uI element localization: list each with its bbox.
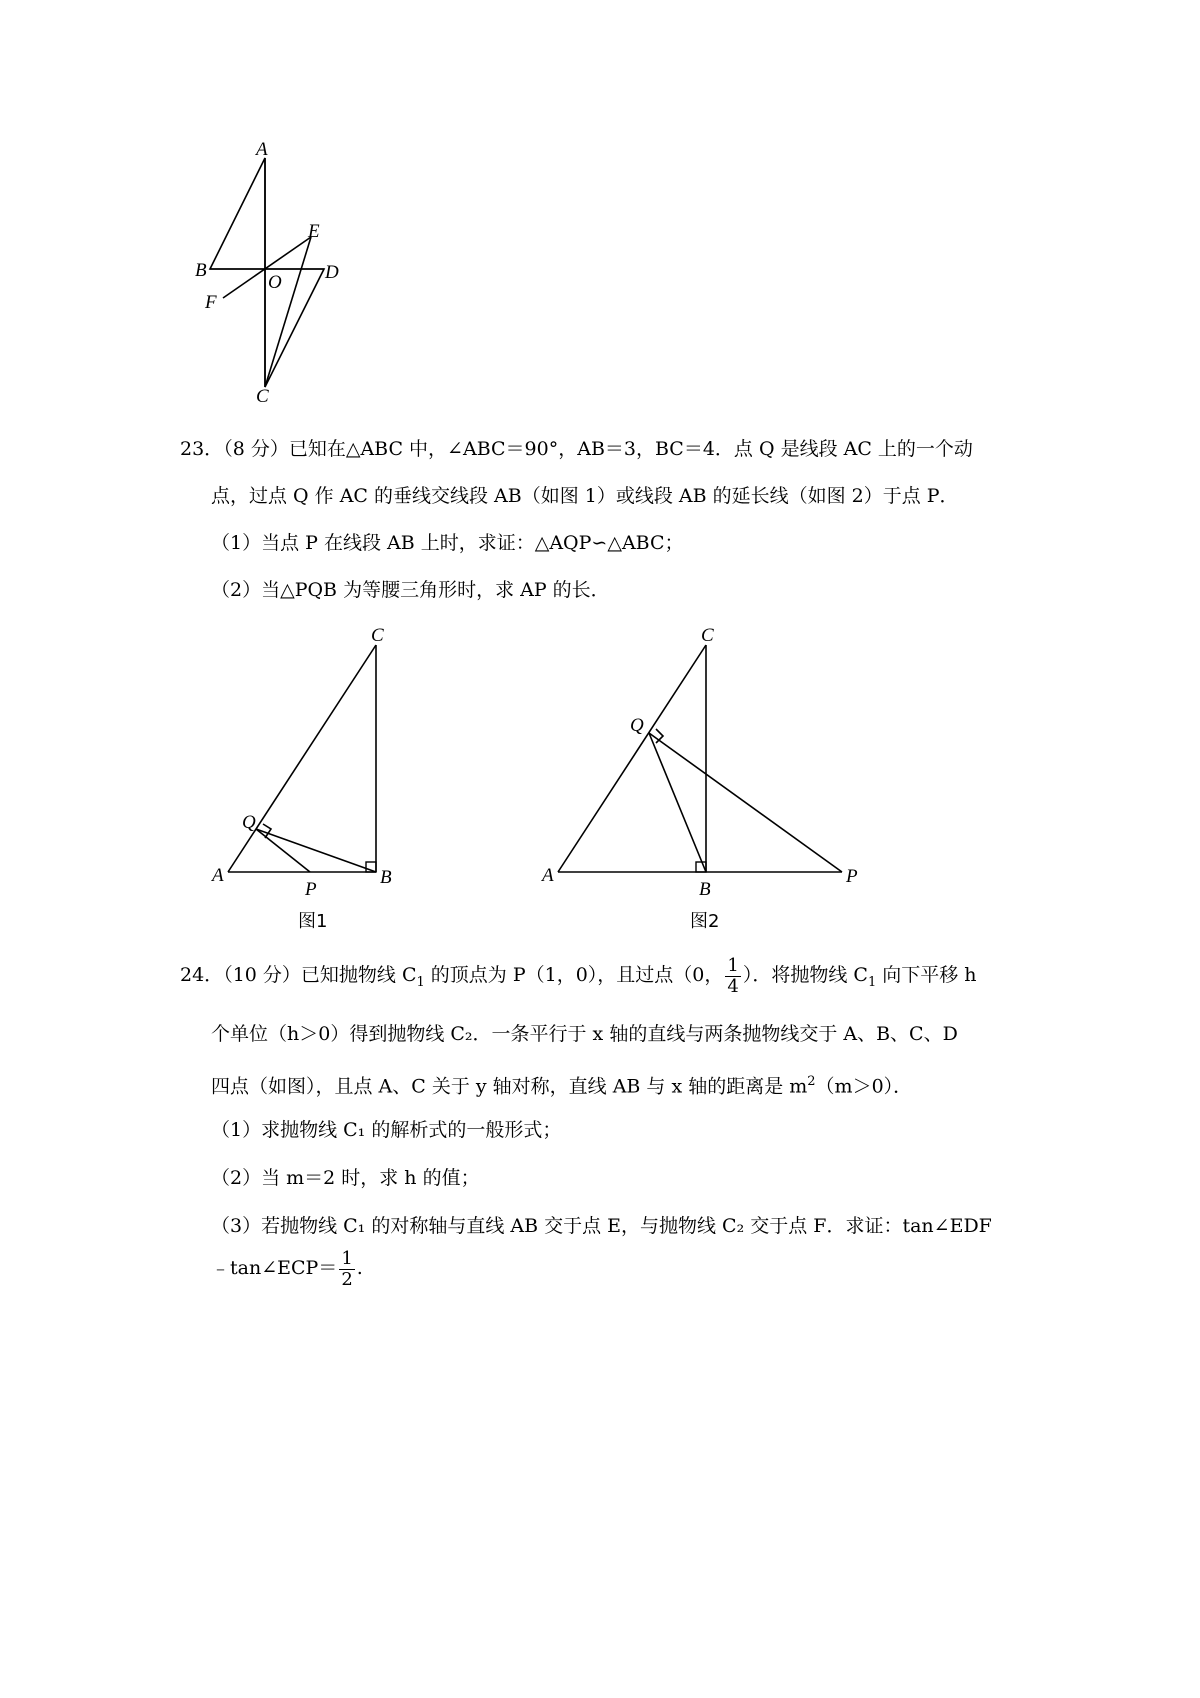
q24-part3-cont-a: ﹣tan∠ECP＝	[211, 1257, 338, 1279]
fig2-label-b: B	[699, 879, 711, 900]
fraction-one-half-numerator: 1	[341, 1247, 353, 1269]
q24-score: （10 分）	[223, 964, 301, 986]
fraction-one-quarter	[725, 954, 740, 997]
q24-line2: 个单位（h＞0）得到抛物线 C₂．一条平行于 x 轴的直线与两条抛物线交于 A、B、C、D	[211, 1023, 958, 1045]
q23-part1: （1）当点 P 在线段 AB 上时，求证：△AQP∽△ABC；	[211, 532, 684, 554]
q24-line3	[211, 1070, 912, 1098]
q23-stem-line1: 已知在△ABC 中，∠ABC＝90°，AB＝3，BC＝4．点 Q 是线段 AC 上的一个动	[288, 438, 973, 460]
fig1-caption: 图1	[298, 911, 328, 932]
q23-line2: 点，过点 Q 作 AC 的垂线交线段 AB（如图 1）或线段 AB 的延长线（如图 2）于点 P．	[211, 485, 959, 507]
q24-line1-sub2: 1	[867, 974, 877, 990]
segment-ce	[265, 237, 311, 387]
fig2-label-a: A	[542, 865, 554, 886]
rhombus-outline	[210, 158, 324, 387]
fig1-label-p: P	[305, 879, 317, 900]
q24-number: 24．	[180, 964, 224, 986]
q23-number: 23．	[180, 438, 224, 460]
label-b: B	[195, 260, 207, 281]
q24-part1: （1）求抛物线 C₁ 的解析式的一般形式；	[211, 1119, 562, 1141]
fig1-segment-qp	[256, 829, 310, 872]
fig2-caption: 图2	[690, 911, 720, 932]
q24-line3-a: 四点（如图），且点 A、C 关于 y 轴对称，直线 AB 与 x 轴的距离是 m	[211, 1075, 808, 1098]
q24-line1-c: ）．将抛物线 C	[742, 964, 868, 986]
fig2-label-q: Q	[630, 715, 644, 736]
label-c: C	[256, 386, 269, 407]
q23-figure-2	[530, 625, 860, 935]
fraction-one-quarter-numerator: 1	[727, 954, 739, 976]
fig1-label-q: Q	[242, 812, 256, 833]
q24-line1	[180, 955, 977, 1003]
q23-line1	[180, 437, 973, 461]
q23-part2: （2）当△PQB 为等腰三角形时，求 AP 的长．	[211, 579, 610, 601]
fraction-one-half-denominator: 2	[341, 1268, 353, 1290]
q23-figure-1	[200, 625, 420, 935]
fig1-segment-qb	[256, 829, 376, 872]
fraction-one-quarter-denominator: 4	[727, 975, 739, 997]
q24-line3-b: （m＞0）．	[815, 1075, 913, 1098]
q23-score: （8 分）	[223, 438, 289, 460]
q24-part3-continued	[211, 1248, 363, 1289]
q24-line3-sup: 2	[807, 1074, 816, 1089]
fig1-side-ac	[228, 645, 376, 872]
fig1-label-b: B	[380, 867, 392, 888]
q24-line1-a: 已知抛物线 C	[300, 964, 417, 986]
q24-part2: （2）当 m＝2 时，求 h 的值；	[211, 1167, 480, 1189]
fig2-label-c: C	[701, 625, 714, 646]
q24-line1-b: 的顶点为 P（1，0），且过点（0，	[424, 964, 724, 986]
fraction-one-half	[339, 1247, 354, 1290]
fig2-label-p: P	[846, 866, 858, 887]
q24-line1-sub: 1	[416, 974, 425, 990]
rhombus-figure	[195, 139, 370, 407]
label-f: F	[205, 292, 217, 313]
label-e: E	[308, 221, 320, 242]
q24-part3: （3）若抛物线 C₁ 的对称轴与直线 AB 交于点 E，与抛物线 C₂ 交于点 F．求证：tan∠EDF	[211, 1215, 992, 1237]
label-d: D	[325, 262, 339, 283]
label-o: O	[268, 272, 282, 293]
q24-part3-cont-b: .	[356, 1257, 363, 1279]
label-a: A	[256, 139, 268, 160]
fig1-label-c: C	[371, 625, 384, 646]
fig1-label-a: A	[212, 865, 224, 886]
q24-line1-d: 向下平移 h	[876, 964, 977, 986]
segment-fe	[223, 237, 311, 298]
